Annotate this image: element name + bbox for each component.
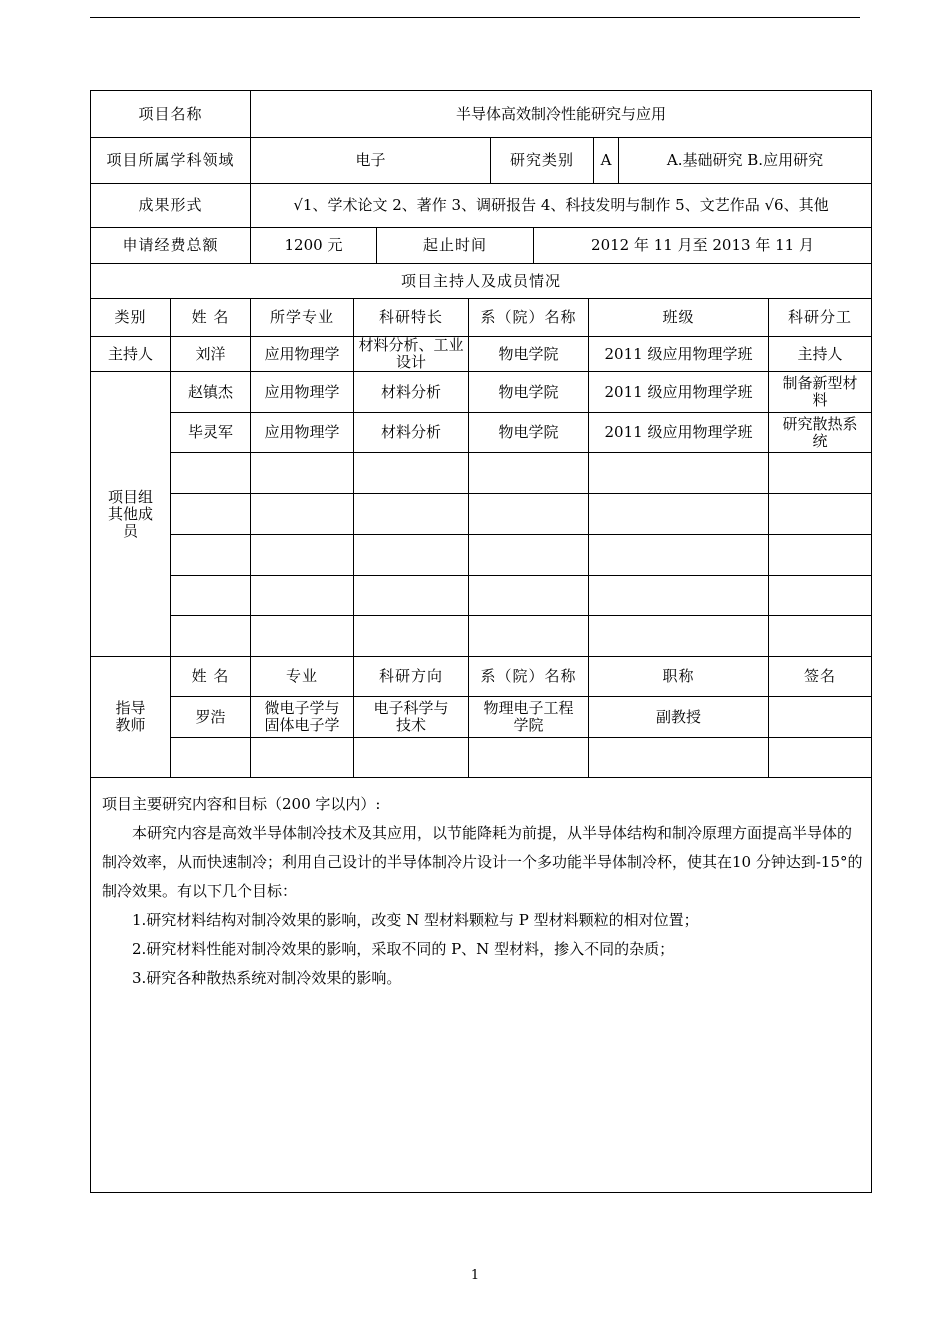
member-name	[171, 535, 251, 576]
member-major: 应用物理学	[251, 413, 354, 453]
member-role	[769, 535, 871, 576]
advisor-header-department: 系（院）名称	[469, 657, 589, 697]
member-department	[469, 535, 589, 576]
member-major	[251, 616, 354, 657]
advisor-label: 指导教师	[91, 657, 171, 778]
member-role	[769, 453, 871, 494]
research-content-paragraph: 本研究内容是高效半导体制冷技术及其应用，以节能降耗为前提，从半导体结构和制冷原理方面提高半导体的制冷效率，从而快速制冷；利用自己设计的半导体制冷片设计一个多功能半导体制冷杯，使其在10 分钟达到-15°的制冷效果。有以下几个目标：	[102, 824, 863, 900]
member-role	[769, 616, 871, 657]
member-specialty	[354, 494, 469, 535]
research-goal: 3.研究各种散热系统对制冷效果的影响。	[132, 969, 402, 987]
advisor-header-title: 职称	[589, 657, 769, 697]
members-header-category: 类别	[91, 299, 171, 337]
member-role: 研究散热系统	[769, 413, 871, 453]
member-department	[469, 576, 589, 616]
members-header-role: 科研分工	[769, 299, 871, 337]
members-header-class: 班级	[589, 299, 769, 337]
member-name: 赵镇杰	[171, 372, 251, 413]
project-name-value: 半导体高效制冷性能研究与应用	[251, 91, 871, 138]
member-class	[589, 616, 769, 657]
host-class: 2011 级应用物理学班	[589, 337, 769, 372]
member-specialty	[354, 535, 469, 576]
research-type-label: 研究类别	[491, 138, 594, 184]
member-class	[589, 576, 769, 616]
period-label: 起止时间	[377, 228, 534, 264]
member-major	[251, 453, 354, 494]
member-department	[469, 453, 589, 494]
member-name	[171, 494, 251, 535]
member-specialty	[354, 576, 469, 616]
member-department: 物电学院	[469, 372, 589, 413]
advisor-header-name: 姓 名	[171, 657, 251, 697]
advisor-department: 物理电子工程学院	[469, 697, 589, 738]
members-section-title: 项目主持人及成员情况	[91, 264, 871, 299]
member-department: 物电学院	[469, 413, 589, 453]
advisor-header-signature: 签名	[769, 657, 871, 697]
member-specialty: 材料分析	[354, 413, 469, 453]
host-name: 刘洋	[171, 337, 251, 372]
advisor-department	[469, 738, 589, 778]
member-role	[769, 494, 871, 535]
advisor-header-direction: 科研方向	[354, 657, 469, 697]
research-goal: 2.研究材料性能对制冷效果的影响，采取不同的 P、N 型材料，掺入不同的杂质；	[132, 940, 675, 958]
members-header-major: 所学专业	[251, 299, 354, 337]
members-header-department: 系（院）名称	[469, 299, 589, 337]
member-specialty	[354, 453, 469, 494]
research-content-heading: 项目主要研究内容和目标（200 字以内）:	[102, 795, 381, 813]
member-role: 制备新型材料	[769, 372, 871, 413]
member-major	[251, 535, 354, 576]
application-form	[90, 90, 872, 1193]
members-header-specialty: 科研特长	[354, 299, 469, 337]
member-name: 毕灵军	[171, 413, 251, 453]
member-name	[171, 453, 251, 494]
research-type-options: A.基础研究 B.应用研究	[619, 138, 871, 184]
host-label: 主持人	[91, 337, 171, 372]
budget-label: 申请经费总额	[91, 228, 251, 264]
member-role	[769, 576, 871, 616]
host-role: 主持人	[769, 337, 871, 372]
advisor-title	[589, 738, 769, 778]
advisor-name: 罗浩	[171, 697, 251, 738]
member-name	[171, 576, 251, 616]
result-form-options: √1、学术论文 2、著作 3、调研报告 4、科技发明与制作 5、文艺作品 √6、其他	[251, 184, 871, 228]
discipline-value: 电子	[251, 138, 491, 184]
member-department	[469, 494, 589, 535]
period-value: 2012 年 11 月至 2013 年 11 月	[534, 228, 871, 264]
header-rule	[90, 17, 860, 18]
member-specialty: 材料分析	[354, 372, 469, 413]
member-class	[589, 494, 769, 535]
research-content	[91, 778, 871, 1192]
member-major: 应用物理学	[251, 372, 354, 413]
member-class	[589, 535, 769, 576]
research-goal: 1.研究材料结构对制冷效果的影响，改变 N 型材料颗粒与 P 型材料颗粒的相对位置；	[132, 911, 699, 929]
advisor-signature	[769, 738, 871, 778]
advisor-major	[251, 738, 354, 778]
project-name-label: 项目名称	[91, 91, 251, 138]
advisor-direction: 电子科学与技术	[354, 697, 469, 738]
budget-value: 1200 元	[251, 228, 377, 264]
page-number: 1	[470, 1268, 480, 1283]
member-department	[469, 616, 589, 657]
member-name	[171, 616, 251, 657]
host-department: 物电学院	[469, 337, 589, 372]
host-specialty: 材料分析、工业设计	[354, 337, 469, 372]
advisor-major: 微电子学与固体电子学	[251, 697, 354, 738]
result-form-label: 成果形式	[91, 184, 251, 228]
other-members-label: 项目组其他成员	[91, 372, 171, 657]
advisor-direction	[354, 738, 469, 778]
discipline-label: 项目所属学科领域	[91, 138, 251, 184]
research-type-value: A	[594, 138, 619, 184]
member-class: 2011 级应用物理学班	[589, 413, 769, 453]
host-major: 应用物理学	[251, 337, 354, 372]
advisor-name	[171, 738, 251, 778]
member-major	[251, 576, 354, 616]
member-class	[589, 453, 769, 494]
member-specialty	[354, 616, 469, 657]
advisor-header-major: 专业	[251, 657, 354, 697]
members-header-name: 姓 名	[171, 299, 251, 337]
member-class: 2011 级应用物理学班	[589, 372, 769, 413]
advisor-signature	[769, 697, 871, 738]
advisor-title: 副教授	[589, 697, 769, 738]
member-major	[251, 494, 354, 535]
